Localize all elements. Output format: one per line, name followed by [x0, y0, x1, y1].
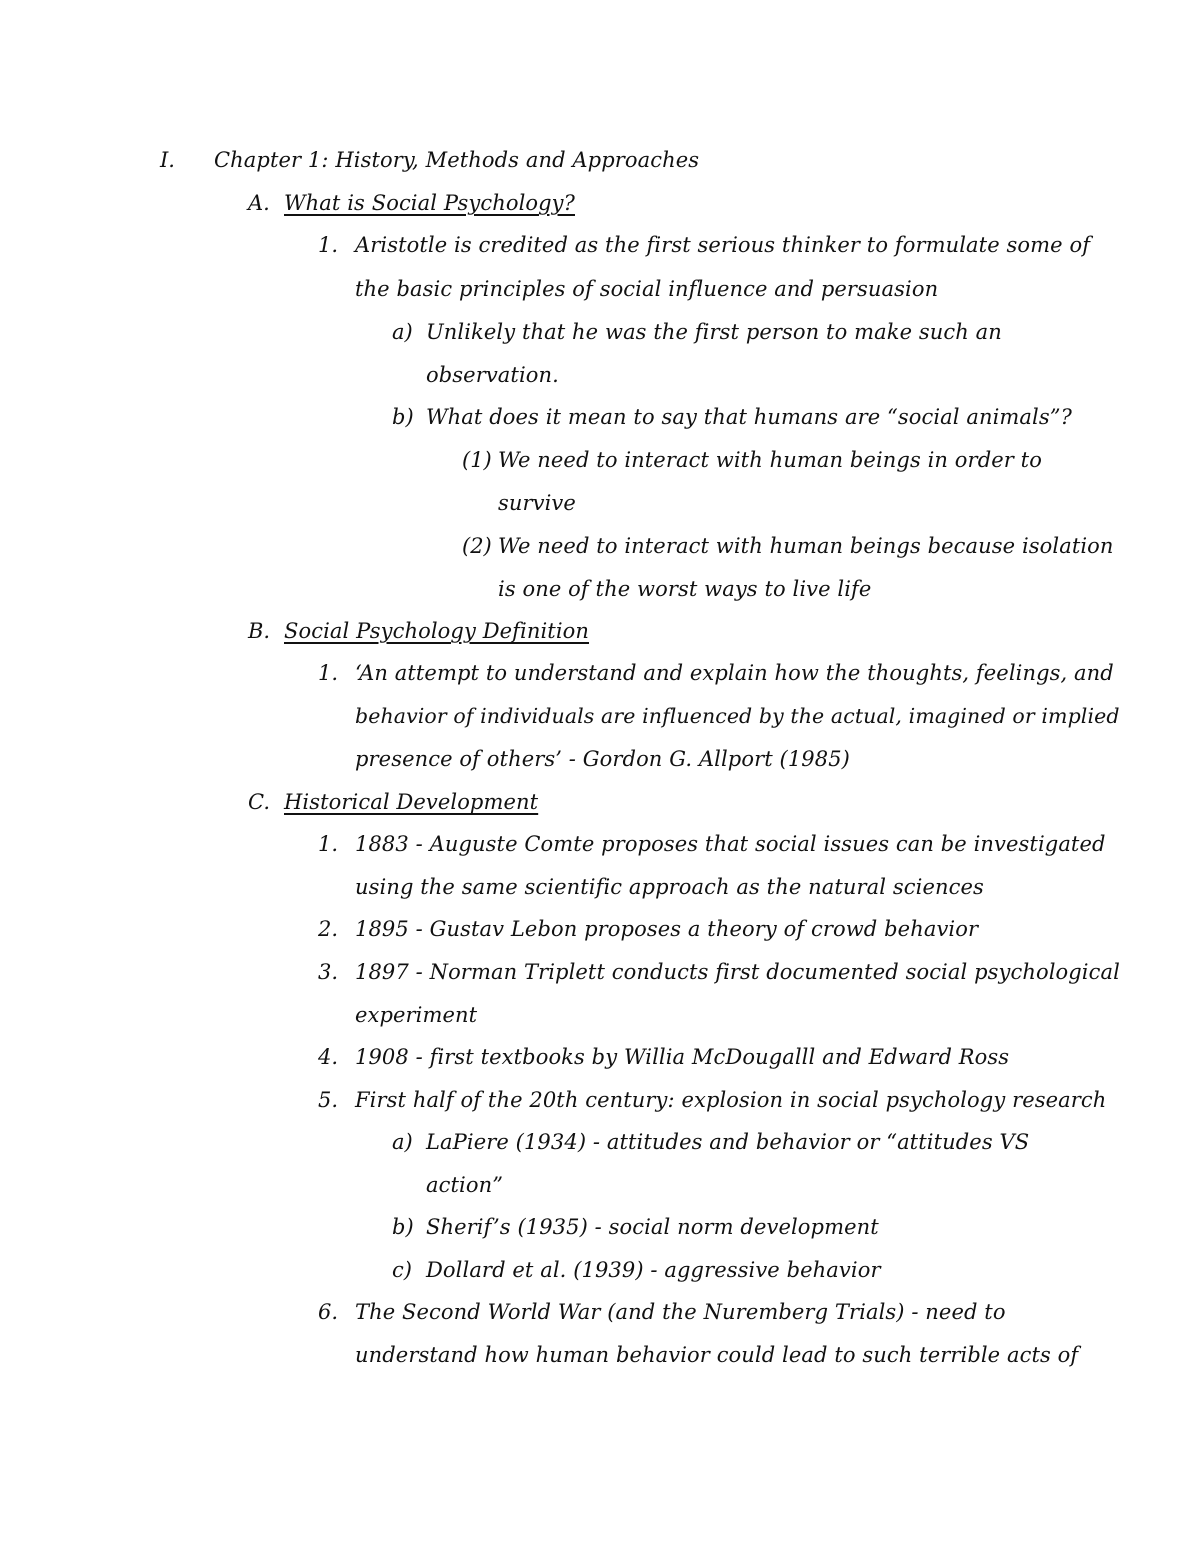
section-a-item-1-marker: 1.	[318, 233, 339, 257]
section-c-item-5-sub-a-line-2: action”	[426, 1173, 504, 1197]
section-b-item-1-marker: 1.	[318, 661, 339, 685]
section-c-item-3-line-2: experiment	[355, 1003, 478, 1027]
section-a-sub-b-2-line-1: We need to interact with human beings because isolation	[498, 534, 1114, 558]
section-c-item-2-line-1: 1895 - Gustav Lebon proposes a theory of crowd behavior	[355, 917, 979, 941]
chapter-title: Chapter 1: History, Methods and Approaches	[214, 148, 700, 172]
section-b-item-1-line-3: presence of others’ - Gordon G. Allport (1985)	[355, 747, 850, 771]
section-c-marker: C.	[248, 790, 270, 814]
section-a-sub-b-1-marker: (1)	[462, 448, 492, 472]
section-a-sub-b-1-line-1: We need to interact with human beings in order to	[498, 448, 1042, 472]
section-c-item-2-marker: 2.	[318, 917, 339, 941]
section-c-item-4-line-1: 1908 - first textbooks by Willia McDougalll and Edward Ross	[355, 1045, 1010, 1069]
section-c-item-5-sub-c-line-1: Dollard et al. (1939) - aggressive behavior	[426, 1258, 881, 1282]
section-c-item-3-line-1: 1897 - Norman Triplett conducts first documented social psychological	[355, 960, 1120, 984]
section-a-heading: What is Social Psychology?	[284, 191, 575, 215]
section-b-heading: Social Psychology Definition	[284, 619, 590, 643]
section-c-item-5-sub-a-line-1: LaPiere (1934) - attitudes and behavior or “attitudes VS	[426, 1130, 1030, 1154]
section-a-item-1-line-2: the basic principles of social influence and persuasion	[355, 277, 939, 301]
section-b-item-1-line-2: behavior of individuals are influenced by the actual, imagined or implied	[355, 704, 1120, 728]
section-c-item-5-sub-b-line-1: Sherif’s (1935) - social norm development	[426, 1215, 879, 1239]
section-c-item-5-sub-a-marker: a)	[392, 1130, 413, 1154]
section-c-item-1-line-2: using the same scientific approach as the natural sciences	[355, 875, 984, 899]
section-c-item-6-line-2: understand how human behavior could lead to such terrible acts of	[355, 1343, 1079, 1367]
section-c-item-5-sub-c-marker: c)	[392, 1258, 412, 1282]
section-c-item-6-line-1: The Second World War (and the Nuremberg Trials) - need to	[355, 1300, 1006, 1324]
section-a-sub-a-line-1: Unlikely that he was the first person to make such an	[426, 320, 1002, 344]
section-a-sub-b-1-line-2: survive	[498, 491, 576, 515]
section-a-item-1-line-1: Aristotle is credited as the first serious thinker to formulate some of	[355, 233, 1091, 257]
section-b-marker: B.	[248, 619, 271, 643]
section-c-item-6-marker: 6.	[318, 1300, 339, 1324]
section-a-marker: A.	[248, 191, 270, 215]
section-c-item-1-line-1: 1883 - Auguste Comte proposes that social issues can be investigated	[355, 832, 1106, 856]
section-c-item-5-sub-b-marker: b)	[392, 1215, 414, 1239]
section-a-sub-b-2-line-2: is one of the worst ways to live life	[498, 577, 872, 601]
section-b-item-1-line-1: ‘An attempt to understand and explain how the thoughts, feelings, and	[355, 661, 1114, 685]
section-a-sub-b-2-marker: (2)	[462, 534, 492, 558]
chapter-marker: I.	[160, 148, 175, 172]
section-c-item-3-marker: 3.	[318, 960, 339, 984]
section-c-heading: Historical Development	[284, 790, 539, 814]
section-a-sub-a-line-2: observation.	[426, 363, 559, 387]
section-c-item-1-marker: 1.	[318, 832, 339, 856]
section-a-sub-b-marker: b)	[392, 405, 414, 429]
section-c-item-4-marker: 4.	[318, 1045, 339, 1069]
section-c-item-5-line-1: First half of the 20th century: explosion in social psychology research	[355, 1088, 1107, 1112]
section-a-sub-b-line-1: What does it mean to say that humans are “social animals”?	[426, 405, 1072, 429]
section-c-item-5-marker: 5.	[318, 1088, 339, 1112]
section-a-sub-a-marker: a)	[392, 320, 413, 344]
